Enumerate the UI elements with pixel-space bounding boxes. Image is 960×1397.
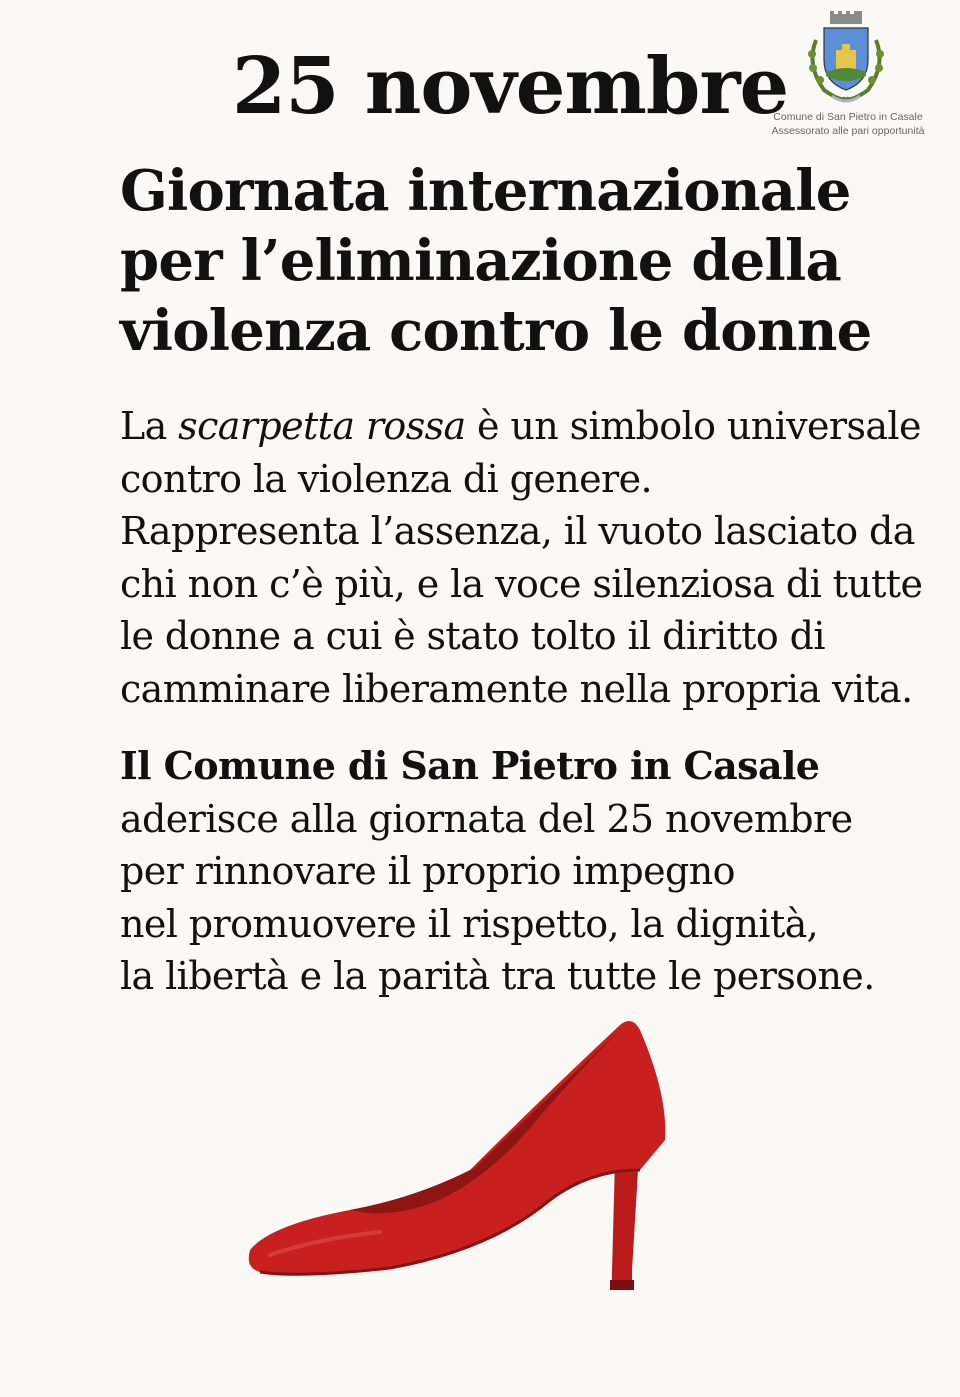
red-high-heel-illustration xyxy=(240,1010,680,1300)
organization-department: Assessorato alle pari opportunità xyxy=(771,125,925,138)
headline-line-1: Giornata internazionale xyxy=(120,158,851,224)
commitment-paragraph-line-1: Il Comune di San Pietro in Casale xyxy=(120,743,820,788)
symbol-paragraph-line-3: Rappresenta l’assenza, il vuoto lasciato da xyxy=(120,509,915,553)
commitment-paragraph-line-5: la libertà e la parità tra tutte le persone. xyxy=(120,954,875,998)
commitment-paragraph-line-3: per rinnovare il proprio impegno xyxy=(120,849,735,893)
symbol-paragraph-line-4: chi non c’è più, e la voce silenziosa di tutte xyxy=(120,561,923,606)
italic-text-run: scarpetta rossa xyxy=(178,404,466,448)
symbol-paragraph-line-1 xyxy=(120,400,922,453)
symbol-paragraph-line-5: le donne a cui è stato tolto il diritto di xyxy=(120,614,825,658)
commitment-paragraph-line-4: nel promuovere il rispetto, la dignità, xyxy=(120,901,819,946)
municipal-crest-icon xyxy=(796,10,896,108)
symbol-paragraph xyxy=(120,400,922,715)
commitment-paragraph-line-2: aderisce alla giornata del 25 novembre xyxy=(120,796,853,841)
event-date: 25 novembre xyxy=(232,41,789,132)
text-run: La xyxy=(120,404,179,448)
commitment-paragraph xyxy=(120,740,875,1003)
organization-caption xyxy=(760,110,936,138)
symbol-paragraph-line-2: contro la violenza di genere. xyxy=(120,456,652,501)
headline-line-2: per l’eliminazione della xyxy=(120,228,841,294)
symbol-paragraph-line-6: camminare liberamente nella propria vita. xyxy=(120,666,913,711)
headline xyxy=(120,156,872,366)
headline-line-3: violenza contro le donne xyxy=(120,298,872,364)
organization-name: Comune di San Pietro in Casale xyxy=(773,111,923,123)
text-run: è un simbolo universale xyxy=(465,404,921,448)
